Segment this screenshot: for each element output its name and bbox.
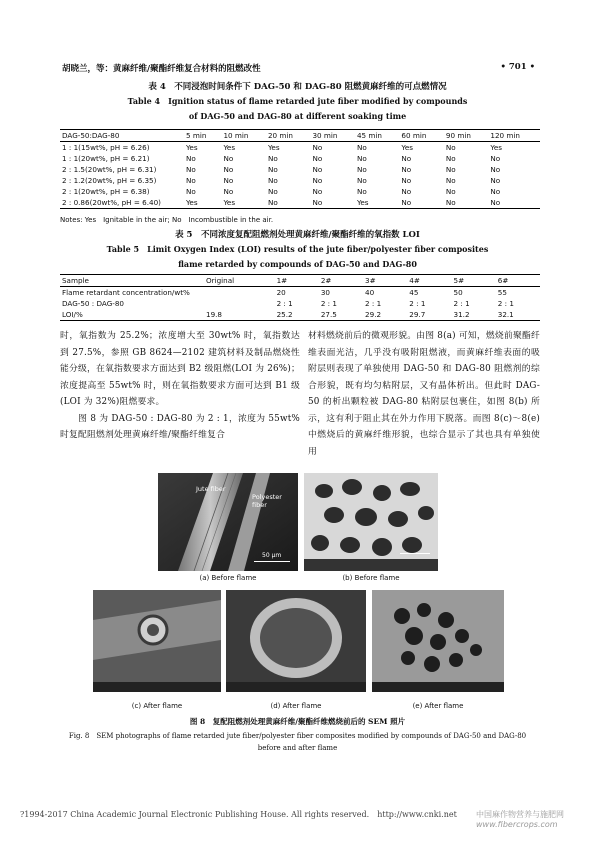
table-row (60, 309, 540, 321)
table-cell: No (223, 176, 234, 185)
table-cell (204, 298, 275, 309)
table-cell: 2 : 1(20wt%, pH = 6.38) (62, 187, 150, 196)
table-row (60, 186, 540, 197)
table-cell: No (490, 165, 501, 174)
table-row (60, 142, 540, 154)
table-cell: No (186, 176, 196, 185)
table-header-row (60, 275, 540, 287)
table-cell: Yes (223, 143, 236, 152)
scale-bar (400, 553, 430, 554)
table-row (60, 164, 540, 175)
table5-caption-en-1: Table 5 Limit Oxygen Index (LOI) results of the jute fiber/polyester fiber composites (106, 244, 489, 254)
table-cell: No (445, 198, 456, 207)
table4-caption-cn: 表 4 不同浸泡时间条件下 DAG-50 和 DAG-80 阻燃黄麻纤维的可点燃情况 (148, 82, 447, 92)
table-cell: 45 (409, 288, 419, 297)
table-cell: 50 (453, 288, 463, 297)
watermark-url: www.fibercrops.com (476, 820, 558, 829)
column-header: 5# (453, 276, 465, 285)
table4-note: Notes: Yes Ignitable in the air; No Incombustible in the air. (60, 216, 274, 224)
table-row (60, 298, 540, 309)
sem-image-c (93, 590, 221, 692)
table-cell: No (186, 165, 196, 174)
sem-image-e (372, 590, 504, 692)
table-cell: 29.2 (365, 310, 382, 319)
column-header: 6# (497, 276, 509, 285)
column-header: 30 min (312, 131, 338, 140)
table-4 (60, 129, 540, 209)
table-cell: 20 (276, 288, 286, 297)
table-cell: 19.8 (206, 310, 223, 319)
figure-sublabel-b: (b) Before flame (342, 574, 400, 582)
table-cell: 2 : 1.5(20wt%, pH = 6.31) (62, 165, 157, 174)
table-cell: No (445, 187, 456, 196)
table-cell: No (356, 187, 367, 196)
table-cell: 2 : 1 (409, 299, 426, 308)
body-text-left: 时，氧指数为 25.2%；浓度增大至 30wt% 时，氧指数达到 27.5%，参照 GB 8624—2102 建筑材料及制品燃烧性能分级，在氧指数要求方面达到 B2 级阻燃(LOI 为 26%)；浓度提高至 55wt% 时，则在氧指数要求方面可达到 B1 级(LOI 为 32%)阻燃要求。 图 8 为 DAG-50 : DAG-80 为 2 : 1，浓度为 55wt% 时复配阻燃剂处理黄麻纤维/聚酯纤维复合 (60, 331, 300, 440)
table-cell: No (445, 176, 456, 185)
table-cell: No (267, 187, 278, 196)
table-cell: No (186, 187, 196, 196)
table-cell: No (490, 154, 501, 163)
table-cell: No (312, 187, 323, 196)
column-header: Sample (62, 276, 89, 285)
table-cell: No (312, 198, 323, 207)
table-cell: No (312, 165, 323, 174)
column-header: 4# (409, 276, 420, 285)
table4-caption-en-2: of DAG-50 and DAG-80 at different soaking time (188, 111, 407, 121)
table-cell: No (401, 176, 412, 185)
table-cell: Flame retardant concentration/wt% (62, 288, 190, 297)
page-number: • 701 • (500, 62, 535, 72)
table-cell: 2 : 1 (453, 299, 470, 308)
table-cell: No (356, 176, 367, 185)
table-cell: No (223, 154, 234, 163)
table-cell: No (267, 154, 278, 163)
table-cell: 2 : 1 (365, 299, 382, 308)
table-header-row (60, 130, 540, 142)
table-cell: 1 : 1(20wt%, pH = 6.21) (62, 154, 150, 163)
figure-sublabel-e: (e) After flame (412, 702, 464, 710)
table-cell: Yes (401, 143, 414, 152)
table-cell: Yes (490, 143, 502, 152)
column-header: DAG-50:DAG-80 (62, 131, 120, 140)
running-header: 胡晓兰，等：黄麻纤维/聚酯纤维复合材料的阻燃改性 (62, 64, 261, 74)
table-cell: 2 : 1 (276, 299, 293, 308)
table5-caption-en-2: flame retarded by compounds of DAG-50 and DAG-80 (178, 259, 417, 269)
table-cell: No (401, 198, 412, 207)
figure8-caption-cn: 图 8 复配阻燃剂处理黄麻纤维/聚酯纤维燃烧前后的 SEM 照片 (189, 717, 406, 726)
column-header: 5 min (186, 131, 207, 140)
table-cell: 2 : 1.2(20wt%, pH = 6.35) (62, 176, 157, 185)
column-header: Original (206, 276, 235, 285)
figure-sublabel-c: (c) After flame (131, 702, 183, 710)
table-cell: Yes (356, 198, 369, 207)
table-5 (60, 274, 540, 321)
table-cell: No (356, 143, 367, 152)
scale-bar (254, 561, 290, 562)
table-cell: No (356, 154, 367, 163)
table-cell: 31.2 (453, 310, 470, 319)
table-cell: 55 (497, 288, 507, 297)
table-cell: No (490, 176, 501, 185)
table-cell: Yes (186, 198, 198, 207)
table-cell: Yes (223, 198, 236, 207)
table-cell: No (267, 198, 278, 207)
sem-image-a (158, 473, 298, 571)
column-header: 10 min (223, 131, 249, 140)
table-row (60, 153, 540, 164)
column-header: 3# (365, 276, 376, 285)
figure8-caption-en-1: Fig. 8 SEM photographs of flame retarded jute fiber/polyester fiber composites modified by compounds of DAG-50 and DAG-80 (68, 732, 527, 740)
sem-image-b (304, 473, 438, 571)
table-cell: DAG-50 : DAG-80 (62, 299, 125, 308)
table-cell: 2 : 1 (320, 299, 337, 308)
table-cell: No (490, 187, 501, 196)
table-cell: No (312, 176, 323, 185)
table-cell: No (490, 198, 501, 207)
figure8-caption-en-2: before and after flame (257, 744, 338, 752)
figure-sublabel-a: (a) Before flame (199, 574, 257, 582)
table-cell: 32.1 (497, 310, 514, 319)
table-cell: No (312, 143, 323, 152)
table-row (60, 197, 540, 209)
column-header: 20 min (267, 131, 293, 140)
table-cell: 30 (320, 288, 330, 297)
table4-caption-en-1: Table 4 Ignition status of flame retarded jute fiber modified by compounds (127, 96, 468, 106)
column-header: 120 min (490, 131, 520, 140)
table-cell: No (267, 176, 278, 185)
table-cell: No (445, 143, 456, 152)
table-cell (204, 287, 275, 299)
table-cell: Yes (267, 143, 280, 152)
column-header: 45 min (356, 131, 382, 140)
body-text-right: 材料燃烧前后的微观形貌。由图 8(a) 可知，燃烧前聚酯纤维表面光洁，几乎没有吸附阻燃液，而黄麻纤维表面的吸附层则表现了单独使用 DAG-50 和 DAG-80 阻燃剂的综合形貌，既有均匀粘附层，又有晶体析出。但此时 DAG-50 的析出颗粒被 DAG-80 粘附层包裹住，如图 8(b) 所示，这有利于阻止其在外力作用下脱落。而图 8(c)～8(e) 中燃烧后的黄麻纤维形貌，也综合显示了其也具有单独使用 (308, 331, 540, 457)
table-cell: No (223, 187, 234, 196)
table-cell: No (445, 154, 456, 163)
table-cell: No (356, 165, 367, 174)
label-jute-fiber: Jute fiber (196, 485, 226, 493)
table-cell: 1 : 1(15wt%, pH = 6.26) (62, 143, 150, 152)
column-header: 90 min (445, 131, 471, 140)
table-cell: No (401, 165, 412, 174)
table-cell: LOI/% (62, 310, 83, 319)
table-cell: No (401, 187, 412, 196)
table-cell: 29.7 (409, 310, 426, 319)
copyright-footer: ?1994-2017 China Academic Journal Electronic Publishing House. All rights reserved. http://www.cnki.net (20, 810, 457, 819)
scale-label: 50 μm (262, 552, 282, 559)
table-cell: 25.2 (276, 310, 293, 319)
watermark-text: 中国麻作物营养与施肥网 (476, 810, 564, 819)
column-header: 60 min (401, 131, 427, 140)
table-row (60, 175, 540, 186)
table-row (60, 287, 540, 299)
table-cell: 27.5 (320, 310, 337, 319)
table-cell: Yes (186, 143, 198, 152)
label-polyester-fiber: Polyester fiber (252, 493, 282, 509)
table-cell: No (312, 154, 323, 163)
table-cell: No (223, 165, 234, 174)
column-header: 1# (276, 276, 288, 285)
table-cell: 40 (365, 288, 375, 297)
table-cell: No (445, 165, 456, 174)
column-header: 2# (320, 276, 332, 285)
sem-image-d (226, 590, 366, 692)
figure-sublabel-d: (d) After flame (270, 702, 322, 710)
table-cell: No (267, 165, 278, 174)
table-cell: No (186, 154, 196, 163)
table-cell: 2 : 0.86(20wt%, pH = 6.40) (62, 198, 161, 207)
table-cell: No (401, 154, 412, 163)
table-cell: 2 : 1 (497, 299, 514, 308)
table5-caption-cn: 表 5 不同浓度复配阻燃剂处理黄麻纤维/聚酯纤维的氧指数 LOI (175, 230, 420, 240)
